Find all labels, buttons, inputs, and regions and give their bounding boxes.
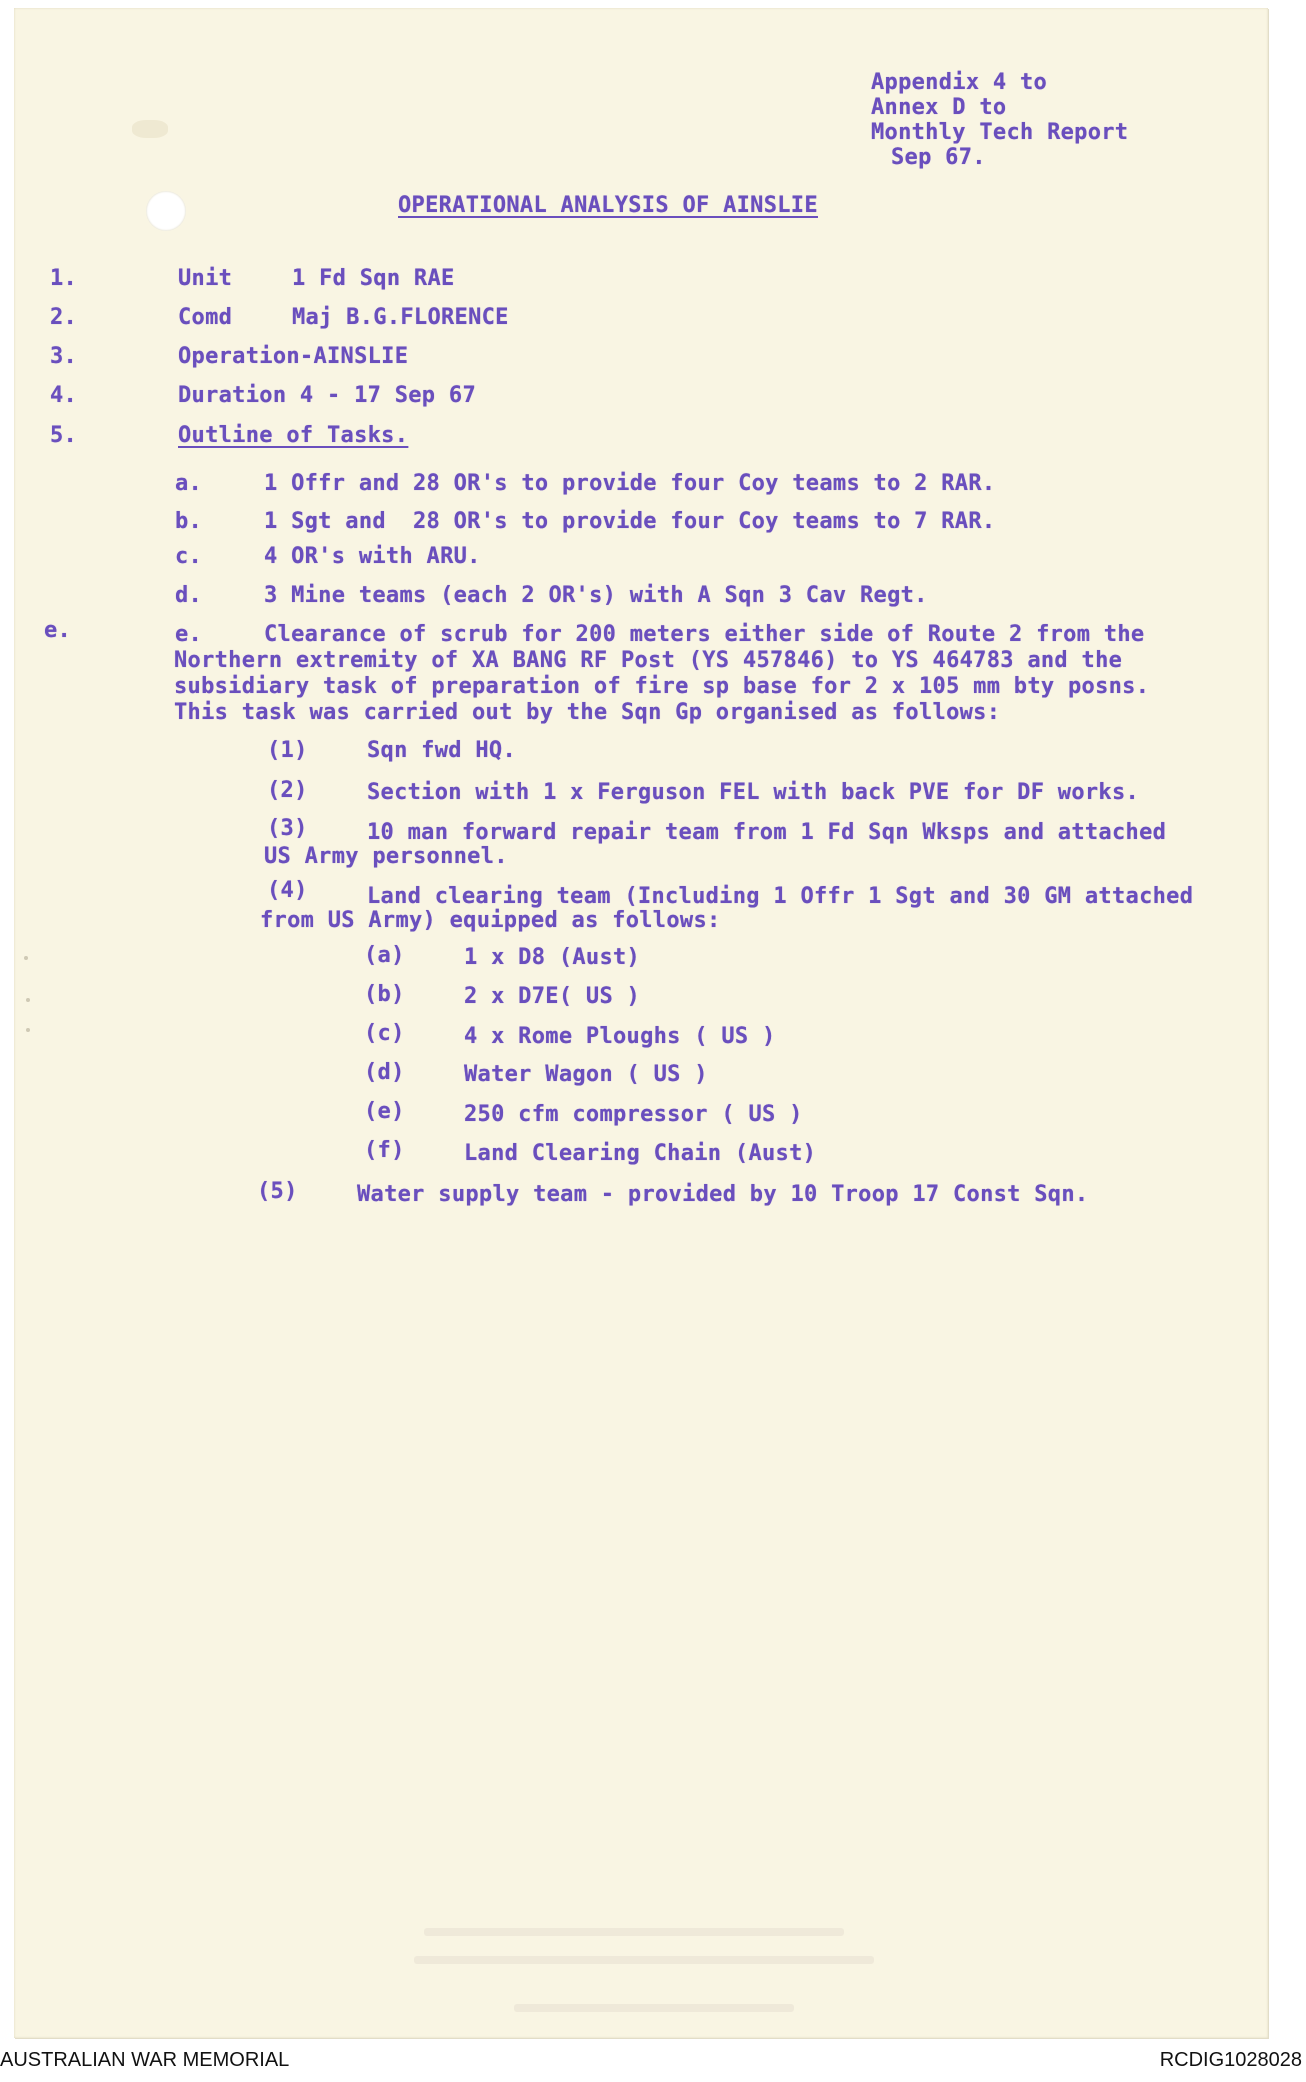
subtask-3-line-2: US Army personnel. <box>264 844 508 869</box>
subtask-5-text: Water supply team - provided by 10 Troop 17 Const Sqn. <box>357 1182 1089 1207</box>
subtask-3-number: (3) <box>267 816 308 841</box>
subtask-1-text: Sqn fwd HQ. <box>367 738 516 763</box>
header-line-1: Appendix 4 to <box>871 70 1048 95</box>
item-2-label: Comd <box>178 305 233 330</box>
item-3-number: 3. <box>50 344 78 369</box>
item-1-label: Unit <box>178 266 233 291</box>
task-e-line-2: Northern extremity of XA BANG RF Post (YS 457846) to YS 464783 and the <box>174 648 1123 673</box>
margin-speck <box>26 1028 30 1032</box>
margin-speck <box>24 956 28 960</box>
document-page <box>14 8 1268 2038</box>
subtask-3-line-1: 10 man forward repair team from 1 Fd Sqn Wksps and attached <box>367 820 1167 845</box>
task-c-letter: c. <box>175 544 203 569</box>
equipment-b-letter: (b) <box>364 982 405 1007</box>
equipment-b-text: 2 x D7E( US ) <box>464 984 641 1009</box>
equipment-c-letter: (c) <box>364 1021 405 1046</box>
task-c-text: 4 OR's with ARU. <box>264 544 481 569</box>
subtask-5-number: (5) <box>257 1179 298 1204</box>
task-e-line-3: subsidiary task of preparation of fire sp base for 2 x 105 mm bty posns. <box>174 674 1150 699</box>
footer-source: AUSTRALIAN WAR MEMORIAL <box>0 2049 290 2071</box>
equipment-e-letter: (e) <box>364 1099 405 1124</box>
item-2-number: 2. <box>50 305 78 330</box>
equipment-f-text: Land Clearing Chain (Aust) <box>464 1141 817 1166</box>
item-4-text: Duration 4 - 17 Sep 67 <box>178 383 476 408</box>
equipment-a-text: 1 x D8 (Aust) <box>464 945 641 970</box>
item-4-number: 4. <box>50 383 78 408</box>
task-a-letter: a. <box>175 471 203 496</box>
bleed-through-mark <box>424 1928 844 1936</box>
paper-mark <box>132 120 168 138</box>
bleed-through-mark <box>514 2004 794 2012</box>
item-3-text: Operation-AINSLIE <box>178 344 409 369</box>
item-1-number: 1. <box>50 266 78 291</box>
task-e-letter: e. <box>175 622 203 647</box>
equipment-d-text: Water Wagon ( US ) <box>464 1062 708 1087</box>
equipment-a-letter: (a) <box>364 943 405 968</box>
subtask-4-number: (4) <box>267 878 308 903</box>
item-5-text: Outline of Tasks. <box>178 423 409 448</box>
task-d-letter: d. <box>175 583 203 608</box>
item-5-number: 5. <box>50 423 78 448</box>
subtask-1-number: (1) <box>267 738 308 763</box>
task-e-line-4: This task was carried out by the Sqn Gp organised as follows: <box>174 700 1001 725</box>
task-e-line-1: Clearance of scrub for 200 meters either side of Route 2 from the <box>264 622 1145 647</box>
task-b-letter: b. <box>175 509 203 534</box>
bleed-through-mark <box>414 1956 874 1964</box>
punch-hole <box>146 191 186 231</box>
equipment-e-text: 250 cfm compressor ( US ) <box>464 1102 803 1127</box>
task-e-margin-letter: e. <box>44 618 72 643</box>
item-2-value: Maj B.G.FLORENCE <box>292 305 509 330</box>
item-1-value: 1 Fd Sqn RAE <box>292 266 455 291</box>
subtask-2-number: (2) <box>267 778 308 803</box>
equipment-d-letter: (d) <box>364 1060 405 1085</box>
subtask-4-line-1: Land clearing team (Including 1 Offr 1 Sgt and 30 GM attached <box>367 884 1194 909</box>
header-line-4: Sep 67. <box>891 145 986 170</box>
task-b-text: 1 Sgt and 28 OR's to provide four Coy teams to 7 RAR. <box>264 509 996 534</box>
header-line-2: Annex D to <box>871 95 1007 120</box>
footer-id: RCDIG1028028 <box>1159 2049 1302 2071</box>
page-title: OPERATIONAL ANALYSIS OF AINSLIE <box>398 193 818 218</box>
subtask-2-text: Section with 1 x Ferguson FEL with back PVE for DF works. <box>367 780 1140 805</box>
equipment-c-text: 4 x Rome Ploughs ( US ) <box>464 1024 776 1049</box>
equipment-f-letter: (f) <box>364 1138 405 1163</box>
subtask-4-line-2: from US Army) equipped as follows: <box>260 908 721 933</box>
task-d-text: 3 Mine teams (each 2 OR's) with A Sqn 3 Cav Regt. <box>264 583 928 608</box>
header-line-3: Monthly Tech Report <box>871 120 1129 145</box>
margin-speck <box>26 998 30 1002</box>
task-a-text: 1 Offr and 28 OR's to provide four Coy teams to 2 RAR. <box>264 471 996 496</box>
